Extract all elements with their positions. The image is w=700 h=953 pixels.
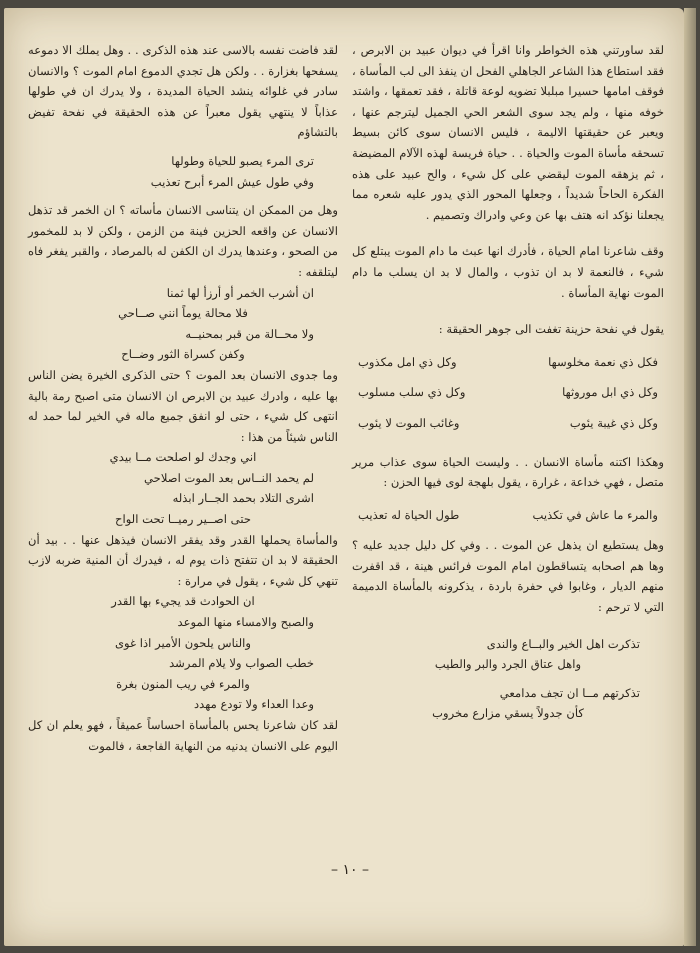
paragraph: وهل من الممكن ان يتناسى الانسان مأساته ؟ ان الخمر قد تذهل الانسان عن واقعه الحزين فينة من الزمن ، ولكن لا بد للمخمور من الصحو ، وعندها يدرك ان الكفن له بالمرصاد ، والقبر يفغر فاه ليتلقفه : <box>28 203 338 279</box>
paragraph: يقول في نفحة حزينة تغفت الى جوهر الحقيقة : <box>438 322 664 337</box>
verse-line: تذكرتهم مــا ان تجف مدامعي <box>499 685 640 700</box>
poem-line <box>352 413 664 434</box>
verse-line: واهل عتاق الجرد والبر والطيب <box>434 657 582 672</box>
paragraph: وقف شاعرنا امام الحياة ، فأدرك انها عبث ما دام الموت يبتلع كل شيء ، فالنعمة لا بد ان تذوب ، والمال لا بد ان يسلب ما دام الموت نهاية المأساة . <box>352 244 664 300</box>
paragraph: وهكذا اكتنه مأساة الانسان . . وليست الحياة سوى عذاب مرير متصل ، فهي خداعة ، غرارة ، يقول بلهجة لوى فيها الحزن : <box>352 454 664 490</box>
paragraph: والمأساة يحملها القدر وقد يفقر الانسان فيذهل عنها . . بيد أن الحقيقة لا بد ان تتفتح ذات يوم له ، فيدرك أن المنية ضربه لازب تنهي كل شيء ، يقول في مرارة : <box>28 532 338 588</box>
paragraph: لقد فاضت نفسه بالاسى عند هذه الذكرى . . وهل يملك الا دموعه يسفحها بغزارة . . ولكن هل تجدي الدموع امام الموت ؟ والانسان سادر في غلوائه ينشد الحياة المديدة ، ولا يدرك ان في طولها عذاباً لا ينتهي يقول معبراً عن هذه الحقيقة في نفحة تفيض بالتشاؤم <box>28 43 338 140</box>
page-edge <box>684 8 696 946</box>
verse-line: والناس يلحون الأمير اذا غوى <box>114 635 251 650</box>
hemistich: والمرء ما عاش في تكذيب <box>532 507 658 522</box>
verse-line: لم يحمد النــاس بعد الموت اصلاحي <box>144 470 314 485</box>
hemistich: وكل ذي سلب مسلوب <box>358 385 466 400</box>
verse-line: فلا محالة يوماً انني صــاحي <box>118 306 248 321</box>
poem-line <box>352 505 664 526</box>
left-column <box>28 40 338 756</box>
hemistich: طول الحياة له تعذيب <box>358 507 460 522</box>
verse-line: وفي طول عيش المرء أبرح تعذيب <box>150 174 314 189</box>
right-column <box>352 40 664 724</box>
hemistich: وكل ذي غيبة يئوب <box>569 415 658 430</box>
hemistich: وكل ذي ابل موروثها <box>562 385 658 400</box>
hemistich: فكل ذي نعمة مخلوسها <box>548 354 658 369</box>
verse-line: حتى اصــير رميــا تحت الواح <box>114 512 251 527</box>
poem-line <box>352 352 664 373</box>
paragraph: وهل يستطيع ان يذهل عن الموت . . وفي كل دليل جديد عليه ؟ وها هم اصحابه يتساقطون امام الموت فرائس هينة ، قد اقفرت منهم الديار ، وغابوا في حفرة باردة ، يذكرونه بالمأساة الدميمة التي لا ترحم : <box>352 538 664 615</box>
verse-line: اشرى التلاد بحمد الجــار ابذله <box>172 491 314 506</box>
verse-line: اني وجدك لو اصلحت مــا بيدي <box>109 450 257 465</box>
paragraph: وما جدوى الانسان بعد الموت ؟ حتى الذكرى الخيرة يضن الناس بها عليه ، وادرك عبيد بن الابرص ان الانسان متى اصبح رمة بالية انتهى كل شيء ، حتى لو انفق جميع ماله في الخير لما حمد له الناس شيئاً من هذا : <box>28 367 338 444</box>
paragraph: لقد ساورتني هذه الخواطر وانا اقرأ في ديوان عبيد بن الابرص ، فقد استطاع هذا الشاعر الجاهلي الفحل ان ينفذ الى لب المأساة ، فوقف امامها حسيرا مبلبلا تضويه لوعة قاتلة ، فقد تعمقها ، واشتد خوفه منها ، ولم يجد سوى الشعر الحي الجميل ليترجم عنها ، ويعبر عن حقيقتها الاليمة ، فليس الانسان سوى كائن بسيط تسحقه مأساة الموت والحياة . . حياة فريسة لهذه الآلام المضيضة ، ثم يزهقه الموت ليقضي على كل شيء ، والح عبيد على هذه الفكرة الحاحاً شديداً ، وجعلها المحور الذي يدور عليه شعره مما يجعلنا نؤكد انه هتف بها عن وعي وادراك وتصميم . <box>352 43 664 222</box>
verse-line: خطب الصواب ولا يلام المرشد <box>169 656 314 671</box>
verse-line: ترى المرء يصبو للحياة وطولها <box>171 153 314 168</box>
page-number: – ١٠ – <box>331 862 369 878</box>
verse-line: كأن جدولاً يسقي مزارع مخروب <box>432 706 584 721</box>
verse-line: وكفن كسراة الثور وضــاح <box>121 347 245 362</box>
verse-line: ان الحوادث قد يجيء بها القدر <box>111 594 255 609</box>
hemistich: وغائب الموت لا يئوب <box>358 415 460 430</box>
verse-line: تذكرت اهل الخير والبــاع والندى <box>486 636 640 651</box>
poem-line <box>352 382 664 403</box>
verse-line: ان أشرب الخمر أو أرزأ لها ثمنا <box>166 285 314 300</box>
paragraph: لقد كان شاعرنا يحس بالمأساة احساساً عميقاً ، فهو يعلم ان كل اليوم على الانسان يدنيه من النهاية الفاجعة ، فالموت <box>28 718 338 753</box>
hemistich: وكل ذي امل مكذوب <box>358 354 457 369</box>
verse-line: والصبح والامساء منها الموعد <box>177 615 314 630</box>
verse-line: ولا محــالة من قبر بمحنيــه <box>185 326 314 341</box>
verse-line: وعدا العداء ولا تودع مهدد <box>194 697 314 712</box>
verse-line: والمرء في ريب المنون بغرة <box>116 676 250 691</box>
